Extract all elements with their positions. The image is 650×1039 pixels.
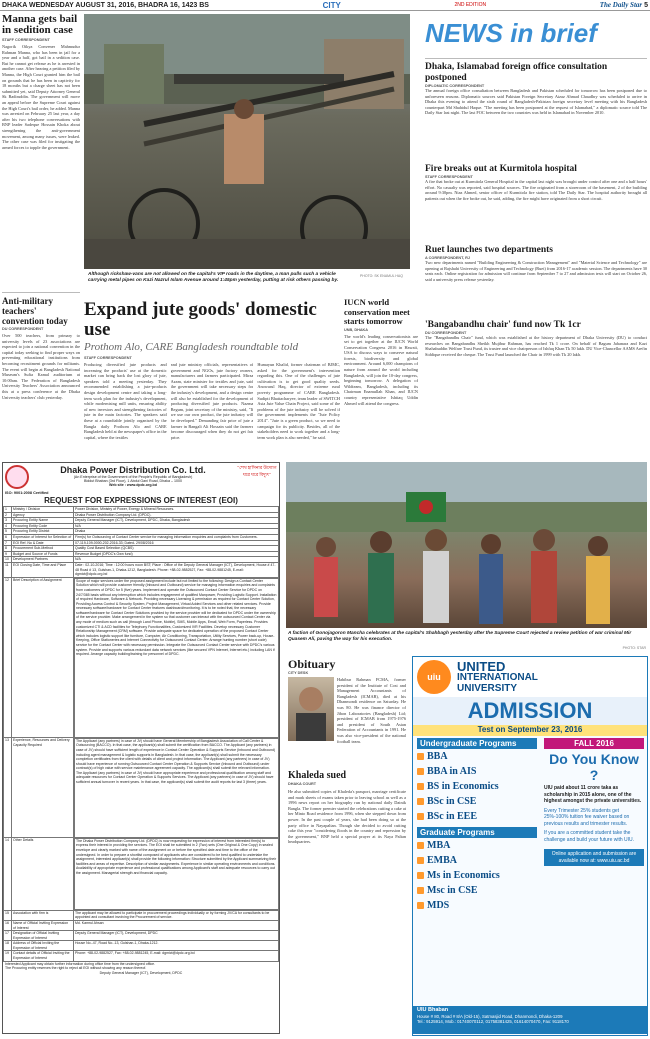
program-item (417, 749, 537, 764)
eoi-row-number: 18 (4, 941, 12, 951)
uiu-address: House # 80, Road # 8/A (Old-15), Satmasjid Road, Dhanmondi, Dhaka-1209 (417, 1013, 563, 1019)
eoi-row-value: Deputy General Manager (ICT), Development, DPDC (74, 931, 279, 941)
eoi-row-label: Agency (12, 512, 74, 518)
program-name: BBA (427, 751, 448, 762)
apply-online: Online application and submission are available now at: www.uiu.ac.bd (544, 849, 644, 866)
eoi-row (4, 931, 279, 941)
uiu-ad (412, 656, 648, 1036)
byline: STAFF CORRESPONDENT (2, 38, 50, 42)
brief-item (425, 320, 647, 397)
eoi-table (3, 506, 279, 962)
programs-col (413, 736, 541, 1006)
photo-credit: PHOTO: SK ENAMUL HAQ (360, 274, 403, 278)
dpdc-eoi-ad (2, 462, 280, 1034)
article-body: The world's leading conservationists are set to get together at the IUCN World Conservation Congress 2016 in Hawaii, USA to discuss ways to conserve natural forests, biodiversity and global environment. Around 6,000 champions of nature from around the world including Bangladesh, will join the 10-day congress, beginning tomorrow. A delegation of Wildteam, Bangladesh, including its Chairman Enamullah Khan, and IUCN country representative Ishtiaq Uddin Ahmed will attend the congress. (344, 333, 418, 406)
uiu-footer (413, 1006, 647, 1034)
program-item (417, 853, 537, 868)
article-column: Producing diversified jute products and increasing the products' use at the domestic market can bring back the lost glory of jute, speakers told a meeting yesterday. They recommended establishing a jute-products design development centre and taking a long-term work plan for the industry's development, while modernising mill units, ensuring ability of new investors and strengthening factories of jute in the main factories. The speakers said these at a roundtable jointly organised by the Bangla daily Prothom Alo and CARE Bangladesh held at the newspaper's office in the capital, where the textiles (84, 362, 167, 440)
eoi-row-label: Association with firm is (12, 910, 74, 920)
bullet-icon (417, 768, 424, 775)
admission-banner: ADMISSION (413, 697, 647, 725)
eoi-row (4, 534, 279, 540)
rickshaw-photo-art (84, 14, 410, 269)
byline: DU CORRESPONDENT (2, 327, 44, 331)
brief-item (425, 245, 647, 316)
ug-title: Undergraduate Programs (417, 738, 537, 749)
date-line: DHAKA WEDNESDAY AUGUST 31, 2016, BHADRA 16, 1423 BS (2, 1, 209, 9)
byline-2: DHAKA COURT (288, 782, 317, 786)
headline: Anti-military teachers' convention today (2, 296, 68, 326)
bullet-icon (417, 783, 424, 790)
shahbag-photo (286, 462, 647, 628)
brief-byline: DU CORRESPONDENT (425, 331, 467, 335)
article-body: Over 500 teachers, from primary to university levels of 23 associations are expected to join a national convention in the capital today seeking to find proper ways on preventing educational institutions from becoming recruitment grounds for militants. The event will begin at Bangladesh National Museum's Sufia Kamal auditorium at 10:00am. The Federation of Bangladesh University Teachers' Association announced this at a press conference at the Dhaka University teachers' club yesterday. (2, 333, 80, 400)
byline: CITY DESK (288, 671, 309, 675)
program-item (417, 838, 537, 853)
program-item (417, 868, 537, 883)
uiu-logo-bar (413, 657, 647, 697)
news-brief-list (425, 62, 647, 457)
eoi-title: REQUEST FOR EXPRESSIONS OF INTEREST (EOI) (44, 496, 238, 505)
uiu-logo-icon: uiu (417, 660, 451, 694)
subheadline: Prothom Alo, CARE Bangladesh roundtable told (84, 341, 299, 353)
eoi-row-label: Brief Description of Assignment (12, 577, 74, 738)
photo-credit: PHOTO: STAR (622, 646, 646, 650)
article-manna (2, 14, 80, 289)
grad-title: Graduate Programs (417, 827, 537, 838)
eoi-row (4, 577, 279, 738)
uiu-name-3: UNIVERSITY (457, 682, 518, 694)
program-item (417, 794, 537, 809)
program-item (417, 883, 537, 898)
headline-2: Khaleda sued (288, 770, 347, 781)
eoi-row-label: Address of Official Inviting the Expression of Interest (12, 941, 74, 951)
grad-program-list (417, 838, 537, 913)
fall-label: FALL 2016 (544, 738, 644, 749)
eoi-row-label: Procurement Sub-Method (12, 546, 74, 552)
program-item (417, 809, 537, 824)
divider (2, 292, 80, 293)
program-name: BSc in CSE (427, 796, 477, 807)
bullet-icon (417, 872, 424, 879)
edition-label: 2ND EDITION (454, 2, 487, 8)
eoi-row-number: 14 (4, 838, 12, 911)
news-brief-heading: NEWS in brief (425, 18, 597, 48)
info-col (541, 736, 647, 1006)
eoi-row-number: 19 (4, 951, 12, 961)
eoi-row-label: EOI Closing Date, Time and Place (12, 562, 74, 577)
slogan: "শেখ হাসিনার উদ্যোগ ঘরে ঘরে বিদ্যুৎ" (237, 465, 277, 477)
program-name: EMBA (427, 855, 457, 866)
uiu-name-2: INTERNATIONAL (457, 671, 538, 683)
eoi-row-value: Date : 02-10-2016; Time : 12:00 hours noon BST; Place : Office of the Deputy General Manager (ICT), Development, House # 47-48 Road # 13, Gulshan-1, Dhaka-1212, Bangladesh. Phone: +88-02-9882527, Fax: +88-02-9881245, E-mail: dgmict@dpdc.org.bd (74, 562, 279, 577)
eoi-row-number: 16 (4, 920, 12, 930)
eoi-row-number: 13 (4, 738, 12, 838)
headline: Manna gets bail in sedition case (2, 13, 78, 36)
program-item (417, 898, 537, 913)
brief-headline: Ruet launches two departments (425, 245, 553, 255)
eoi-row (4, 838, 279, 911)
article-column: Humayun Khalid, former chairman of BJMC, asked for the government's intervention regarding this. One of the challenges of jute cultivation is to get good quality seeds. Anowarul Haq, director of extreme rural poverty programme of CARE Bangladesh. Sudipti Bhattacharyee, team leader of SWITCH Asia Jute Value Chain Project, said some of the problems of the jute industry will be solved if the government implements the "Jute Policy 2014". "Jute is a green product, so we need to campaign for its publicity. Besides, all of the stakeholders need to work together and a long-term work plan is also needed," he said. (257, 362, 341, 440)
eoi-row-label: Ministry / Division (12, 507, 74, 513)
eoi-row-value: The Applicant (any partners) in case of JV) should have General Membership of Bangladesh Association of Call Center & Outsourcing (BACCO). In that case, the applicant(s) shall submit the certification from BACCO. The Applicant (any partners) in case of JV) should have sufficient length of experience in Contact Center Operation & Supports Service (Inbound and Outbound) including agent management & logistic supports in Bangladesh. In that case, the applicant(s) shall submit the necessary completion certificates from the client with details of client and project information. The Applicant (any partners) in case of JV) should have experience of running Outsourced Contact Center Operation & Supports Service (Inbound and Outbound) under contract(s) of high value with service maintenance agreement capacity. The applicant(s) shall submit the relevant information. The Applicant (any partners) in case of JV) should have appropriate experience and professional qualification among staff and adequate resources for Contact Center Operation & Supports Services. The Applicant (any partners) in case of JV) should have sufficient annual turnover in recent years. In that case, the applicant(s) shall submit the audit reports for last 3 (three) years. (74, 738, 279, 838)
article-anti-military (2, 296, 80, 456)
program-name: BBA in AIS (427, 766, 477, 777)
eoi-row-number: 17 (4, 931, 12, 941)
brief-headline: Fire breaks out at Kurmitola hospital (425, 164, 577, 174)
eoi-row-number: 6 (4, 534, 12, 540)
article-body: Habibur Rahman FCMA, former president of the Institute of Cost and Management Accountants of Bangladesh (ICMAB), died at his Dhanmondi residence on Saturday. He was 80. He was finance director of Jibon Laboratories (Bangladesh) Ltd; president of ICMAB from 1975-1976 and president of South Asian Federation of Accountants in 1991. He was also vice-president of the national football team. (337, 677, 406, 744)
article-columns (84, 362, 340, 472)
eoi-row-label: Contact details of Official Inviting the Expression of Interest (12, 951, 74, 961)
eoi-row-number: 10 (4, 557, 12, 563)
eoi-row-number: 12 (4, 577, 12, 738)
eoi-row-label: Name of Official Inviting Expression of Interest (12, 920, 74, 930)
bullet-icon (417, 753, 424, 760)
eoi-row-label: Procuring Entity Name (12, 518, 74, 524)
portrait-art (288, 677, 334, 741)
eoi-row-value: The Dhaka Power Distribution Company Ltd. (DPDC) is now requesting for expression of interest from interested firm(s) to express their interest in providing the services. The EOI shall be submitted in 2 (Two) sets (One Original & One Copy) in sealed envelope and clearly marked with name of the assignment on or before the specified date and time to the office of the undersigned. In order to prepare a shortlist composed of applicants who are considered to be best qualified to undertake the assignment, interested applicant(s) shall provide the following information: Structure submitted by the Applicant summarizing their facilities and areas of expertise. Description of similar assignments. Experience in similar operating environments and conditions. Availability of appropriate experience and professional qualifications among Applicant's staff and adequate resources to carry out the assignment. Managerial strength and financial capacity. (74, 838, 279, 910)
eoi-row-value: House No.-47, Road No.-13, Gulshan-1, Dhaka-1212. (74, 941, 279, 951)
brief-item (425, 164, 647, 241)
eoi-row-value: Deputy General Manager (ICT), Development, DPDC, Dhaka, Bangladesh (74, 518, 279, 524)
bullet-icon (417, 857, 424, 864)
program-name: BS in Economics (427, 781, 499, 792)
eoi-row-number: 8 (4, 546, 12, 552)
eoi-table-body (4, 507, 279, 962)
brief-item (425, 62, 647, 160)
eoi-row-number: 5 (4, 529, 12, 535)
bullet-icon (417, 902, 424, 909)
headline: Expand jute goods' domestic use (84, 299, 317, 340)
bullet-icon (417, 798, 424, 805)
masthead: The Daily Star (599, 1, 643, 9)
eoi-row-label: Experience, Resources and Delivery Capacity Required (12, 738, 74, 838)
know-body-3: If you are a committed student take the challenge and build your future with UIU. (544, 830, 635, 843)
page-number: 5 (644, 2, 648, 9)
section-title: CITY (322, 0, 341, 10)
bullet-icon (417, 813, 424, 820)
program-name: Msc in CSE (427, 885, 478, 896)
know-body: UIU paid about 11 crore taka as scholarship in 2015 alone, one of the highest amongst the private universities. (544, 785, 642, 804)
program-name: MDS (427, 900, 450, 911)
headline: Obituary (288, 657, 336, 671)
company-web: Web site : www.dpdc.org.bd (109, 483, 157, 487)
eoi-row (4, 951, 279, 961)
company-address: Biddut Bhaban (3rd Floor), 1 Abdul Gani Road, Dhaka – 1000 (84, 479, 182, 483)
brief-body: The "Bangabandhu Chair" fund, which was established at the history department of Dhaka University (DU) to conduct researches on Bangabandhu Sheikh Mujibur Rahman, has reached Tk 1 crore. On behalf of Bagum Jahanara and Kazi Shahabuddin Welfare Trust Fund, its trustee and vice chairperson of Ishfaq Khan Tk 50 lakh. DU Vice-Chancellor AAMS Arefin Siddique received the cheque. The Trust Fund launched the Chair in 1999 with Tk 20 lakh. (425, 335, 647, 357)
obituary-column (288, 658, 406, 1034)
eoi-row-number: 9 (4, 551, 12, 557)
eoi-row-label: Development Partners (12, 557, 74, 563)
article-body-2: He also submitted copies of Khaleda's passport, marriage certificate and mark sheets of exams taken prior to leaving school as well as a 1996 news report on her biography run by national daily Dainik Bangla. The former premier started the celebrations cutting a cake at her Minto Road residence from 1996, when she stepped down from power. In the past couple of years, she had been doing so at the party office in Nayapaltan. Though she decided to avoid cutting cake this year "considering floods in the country and repression by the government," BNP held a special prayer at its Naya Paltan headquarters. (288, 789, 406, 845)
eoi-row-value: N/A (74, 557, 279, 563)
ug-program-list (417, 749, 537, 824)
know-title: Do You Know ? (549, 751, 639, 783)
eoi-row (4, 562, 279, 577)
eoi-row-label: Procuring Entity Code (12, 523, 74, 529)
eoi-row-label: Expression of Interest for Selection of (12, 534, 74, 540)
program-name: MBA (427, 840, 451, 851)
eoi-row-label: Other Details (12, 838, 74, 911)
program-name: Ms in Economics (427, 870, 500, 881)
test-date: Test on September 23, 2016 (413, 725, 647, 736)
article-column: and jute ministry officials, representatives of government and NGOs, jute factory owners, manufacturers and farmers participated. Mirza Azam, state minister for textiles and jute, said the government will take necessary steps for the industry's development, and a design centre will also be established for the development of producing diversified jute products. Nazma Begum, joint secretary of the ministry, said, "If we use our own product, the jute industry will be developed." Demanding fair price of jute a farmer in Bangali Ali Hossain said the farmers become discouraged when they do not get fair price. (170, 362, 254, 440)
divider (425, 58, 647, 59)
rickshaw-caption: Although rickshaw-vans are not allowed on the capital's VIP roads in the daytime, a man pulls such a vehicle carrying metal pipes on Kazi Nazrul Islam Avenue around 1:45pm yesterday, putting at risk others passing by. (88, 272, 339, 283)
eoi-row-label: Designation of Official Inviting Expression of Interest (12, 931, 74, 941)
eoi-row (4, 910, 279, 920)
dpdc-logo-icon (5, 465, 29, 489)
eoi-row-number: 1 (4, 507, 12, 513)
uiu-body (413, 736, 647, 1006)
headline: IUCN world conservation meet starts tomorrow (344, 297, 410, 326)
uiu-phone: Tel.: 9125914, Mob.: 01740070112, 01758381425, 01614070470, Fax: 9118170 (417, 1019, 569, 1024)
eoi-row-value: Revenue Budget (DPDC's Own fund) (74, 551, 279, 557)
article-jute (84, 300, 340, 460)
iso-label: ISO: 9001:2008 Certified (5, 491, 49, 495)
brief-body: The annual foreign office consultation between Bangladesh and Pakistan scheduled for tomorrow has been postponed due to unforeseen reasons. Diplomatic sources said Pakistan Foreign Secretary Aizaz Ahmad Chaudhry was scheduled to arrive in Dhaka this evening to attend the sixth round of Bangladesh-Pakistan foreign secretary level meeting with his Bangladesh counterpart Md Shahidul Haque. "The meeting has been postponed at the request of Islamabad," a diplomatic source told The Daily Star last night. The last FOC between the two countries was held in Islamabad in November 2010. (425, 88, 647, 116)
footer-note: Interested Applicant may obtain further information during office time from the undersigned office. (5, 961, 156, 966)
company-subtitle: (An Enterprise of the Government of the People's Republic of Bangladesh) (73, 475, 193, 479)
eoi-row-value: Md. Kamrul Ahsan (74, 920, 279, 930)
know-body-2: Every Trimester 25% students get 25%-100% tuition fee waiver based on previous results and trimester results. (544, 807, 630, 827)
ad-header (3, 463, 279, 491)
brief-body: Two new departments named "Building Engineering & Construction Management" and "Material Science and Technology" are opening at Rajshahi University of Engineering and Technology (Ruet) from 2016-17 academic session. The departments have 30 seats each. Online registration for admission will continue from September 7 to 27 and admission tests will start on October 26, said a university press release yesterday. (425, 260, 647, 282)
eoi-row-number: 11 (4, 562, 12, 577)
article-iucn (344, 298, 418, 458)
eoi-row-number: 7 (4, 540, 12, 546)
footer-signatory: Deputy General Manager (ICT), Development, DPDC (99, 970, 183, 975)
eoi-row-number: 2 (4, 512, 12, 518)
eoi-row-value: Phone: +88-02-9882527, Fax: +88-02-9881245, E-mail: dgmict@dpdc.org.bd (74, 951, 279, 961)
byline: UNB, DHAKA (344, 327, 369, 332)
eoi-row-label: Budget and Source of Funds (12, 551, 74, 557)
company-name: Dhaka Power Distribution Co. Ltd. (60, 465, 206, 475)
eoi-row (4, 738, 279, 838)
eoi-row (4, 920, 279, 930)
eoi-row-value: N/A (74, 523, 279, 529)
eoi-row-number: 15 (4, 910, 12, 920)
brief-headline: Dhaka, Islamabad foreign office consultation postponed (425, 62, 608, 83)
eoi-row-value: Quality Cost Based Selection (QCBS) (74, 546, 279, 552)
shahbag-caption: A faction of Gonojagoron Mancha celebrates at the capital's Shahbagh yesterday after the Supreme Court rejected a review petition of war criminal Mir Quasem Ali, paving the way for his execution. (288, 631, 632, 642)
brief-byline: A CORRESPONDENT, RJ (425, 256, 471, 260)
eoi-row-value: Dhaka (74, 529, 279, 535)
program-name: BSc in EEE (427, 811, 478, 822)
campus: UIU Bhaban (417, 1007, 449, 1013)
eoi-row-number: 3 (4, 518, 12, 524)
eoi-row-value: Firm(s) for Outsourcing of Contact Center service for managing information enquiries and complaints from Customers. (74, 534, 279, 540)
brief-byline: DIPLOMATIC CORRESPONDENT (425, 84, 485, 88)
eoi-row-value: The applicant may be allowed to participate in procurement proceedings individually or by forming JV/CA for consultants to be appointed and consultant involving the Procurement of service. (74, 910, 279, 920)
eoi-row-label: EOI Ref. No & Date (12, 540, 74, 546)
article-body: Nagorik Oikya Convener Mahmudur Rahman Manna, who has been in jail for a year and a half, got bail in a sedition case. But he cannot get release as he is arrested in another case. After hearing a petition filed by Manna, the High Court granted him the bail on grounds that he has been in captivity for 18 months but a charge sheet has not been submitted yet, said Deputy Attorney General Sk Badiruddin. The government will move an appeal before the Supreme Court against the High Court's bail order, he added. Manna was arrested on February 25 last year, a day after his two telephone conversations with BNP leader Sadeque Hossain Khoka about strengthening the anti-government movement, among many issues, were leaked. The other case was filed for instigating the armed forces to topple the government. (2, 44, 80, 150)
uiu-name-1: UNITED (457, 658, 506, 674)
byline: STAFF CORRESPONDENT (84, 356, 132, 360)
shahbag-photo-art (286, 462, 647, 628)
bullet-icon (417, 842, 424, 849)
news-in-brief-title (425, 18, 647, 56)
eoi-row-number: 4 (4, 523, 12, 529)
eoi-row-value: 07-119-109-0000-202-2016-33; Dated- 29/08/2016 (74, 540, 279, 546)
eoi-row-label: Procuring Entity District (12, 529, 74, 535)
brief-byline: STAFF CORRESPONDENT (425, 175, 473, 179)
obituary-portrait (288, 677, 334, 741)
program-item (417, 779, 537, 794)
rickshaw-photo (84, 14, 410, 269)
bullet-icon (417, 887, 424, 894)
brief-body: A fire that broke out at Kurmitola General Hospital in the capital last night was brought under control after one and a half hours' effort. No casualty was reported, said hospital sources. The fire originated from a storeroom of the basement, 2 of the building around 9:30pm. Niaz Ahmed, senior officer of Kurmitola fire station, told The Daily Star. The hospital authority brought all patients out when the fire broke out, he said, adding, the fire might have originated from a short circuit. (425, 179, 647, 201)
eoi-row-value: Dhaka Power Distribution Company Ltd. (DPDC). (74, 512, 279, 518)
eoi-row-value: Scope of major services under the proposed assignment include but not limited to the following: Design a Contact Center Solution which will provide customer friendly (Inbound and Outbound) service for managing information enquiries and complaints from customers of DPDC for 5 (five) years. Implement and operate the Outsourced Contact Center Service for DPDC on 24/7/365 basis without any interruption which includes engagement of qualified Manpower, Providing Logistic Support. Installation of required Hardware, Software & Network. Providing necessary Licensing & permission as required for Contact Center Solution, Providing Access Control & Security System, Project Management, Virtual Added Services and other related services. Provide necessary software/hardware for Contact Center features dashboard/monitoring. It is to be noted that, the necessary software/hardware for Contact Center Solutions provided by the service provider will be dedicated for DPDC under the ownership of the service provider. Make arrangement in the system so that customer can interact with the outsourced Contact Center via any mode of medium such as call (through Land Phone, Mobile), SMS, Mobile Apps, Email, Web Form, Paperless. Provides customized CTI & ACD facilities for Telephony Functionalities, Customized IVR Facilities. Develop necessary Customer Relationship Management (CRM) software. Provide adequate space for dedicated operation of the proposed Contact Center which includes logistic support like furniture, Computer, Air Conditioning, Transportation, Utility Services, Power back-up, House-Keeping, Office Stationeries and Internet Connectivity for Outsourced Contact Center. Arrange hunting number (short code) service for the Contact Center with necessary permission. Integrate the Outsourced Contact Center service with DPDC's various system. Provide and supports various redundant data network services (like secured VPN Internet, Internet etc.) including LAN if required. Arrange capacity building/training for personnel of DPDC. (74, 578, 279, 738)
page-header (0, 0, 650, 11)
eoi-row-value: Power Division, Ministry of Power, Energy & Mineral Resources. (74, 507, 279, 513)
footer-note: The Procuring entity reserves the right to reject all EOI without showing any reason thereof. (5, 965, 147, 970)
brief-headline: 'Bangabandhu chair' fund now Tk 1cr (425, 320, 581, 330)
eoi-row (4, 941, 279, 951)
program-item (417, 764, 537, 779)
